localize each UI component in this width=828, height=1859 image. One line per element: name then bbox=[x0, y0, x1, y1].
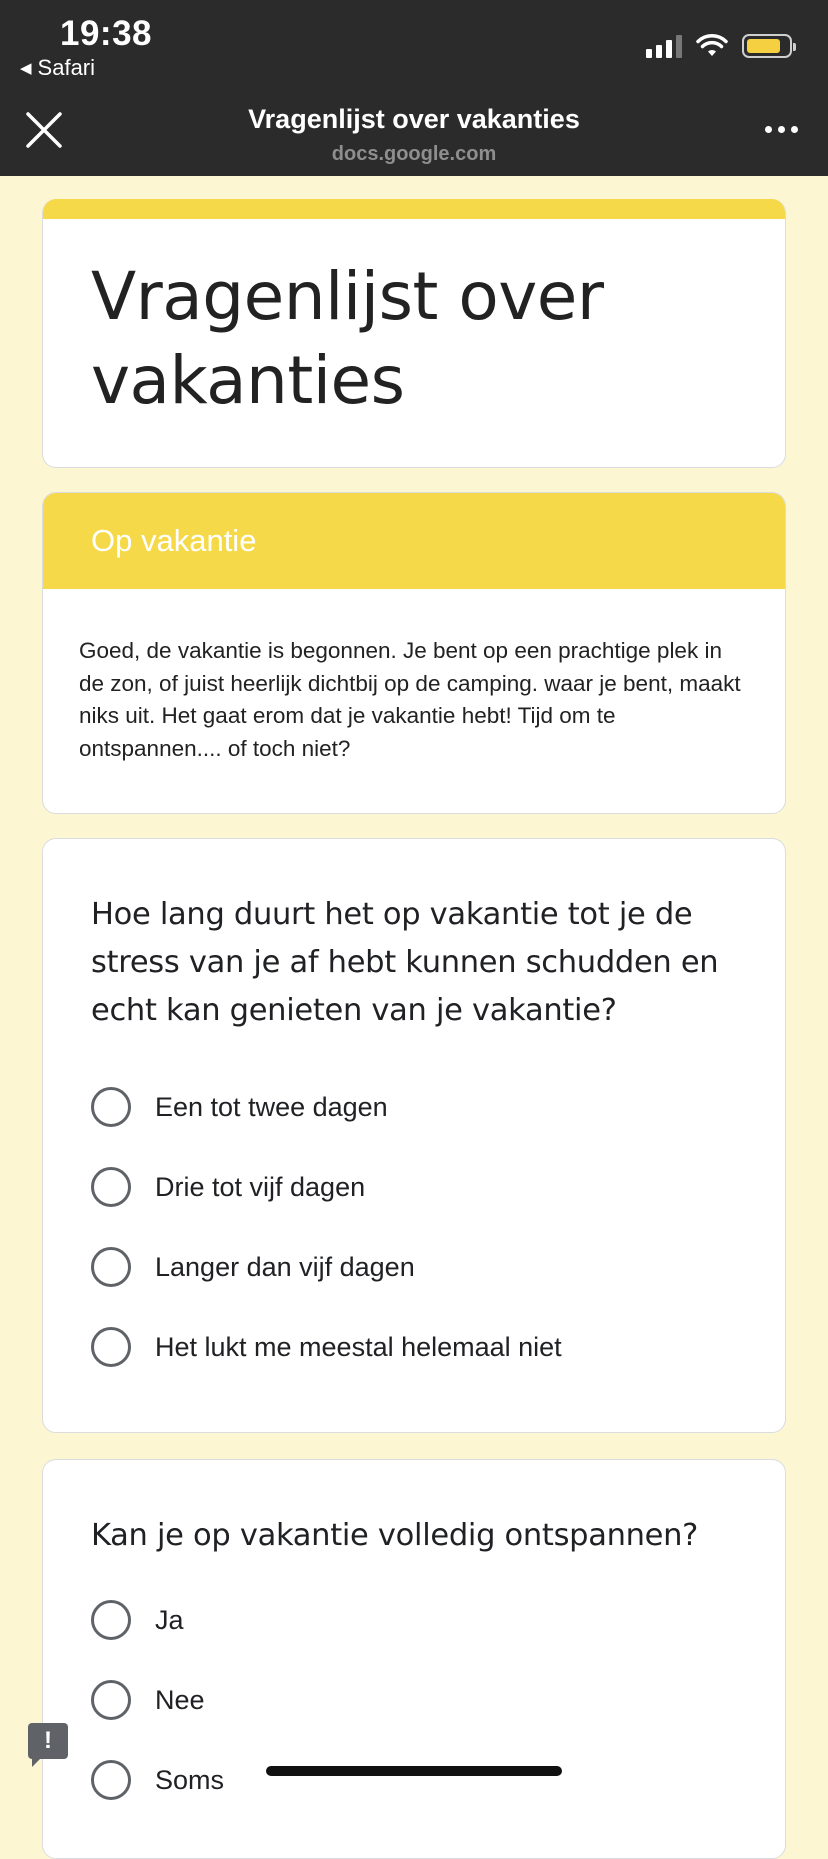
option-label: Drie tot vijf dagen bbox=[155, 1171, 366, 1202]
radio-option[interactable] bbox=[91, 1580, 785, 1660]
feedback-icon[interactable]: ! bbox=[28, 1723, 68, 1759]
back-to-safari-link[interactable] bbox=[20, 55, 95, 81]
browser-page-domain: docs.google.com bbox=[331, 143, 497, 165]
radio-button[interactable] bbox=[91, 1680, 131, 1720]
option-label: Een tot twee dagen bbox=[155, 1091, 388, 1122]
home-indicator[interactable] bbox=[266, 1766, 562, 1776]
radio-option[interactable] bbox=[91, 1227, 785, 1307]
radio-option[interactable] bbox=[91, 1740, 785, 1820]
radio-option[interactable] bbox=[91, 1307, 785, 1387]
status-icons bbox=[646, 34, 792, 58]
question-card-2 bbox=[42, 1459, 786, 1859]
cellular-signal-icon bbox=[646, 34, 682, 58]
question-text: Kan je op vakantie volledig ontspannen? bbox=[91, 1518, 699, 1553]
status-time: 19:38 bbox=[60, 14, 153, 53]
question-card-1 bbox=[42, 838, 786, 1433]
question-text: Hoe lang duurt het op vakantie tot je de stress van je af hebt kunnen schudden en echt kan genieten van je vakantie? bbox=[91, 897, 719, 1028]
form-title: Vragenlijst over vakanties bbox=[91, 258, 604, 419]
radio-option[interactable] bbox=[91, 1067, 785, 1147]
option-label: Soms bbox=[155, 1764, 225, 1795]
option-label: Nee bbox=[155, 1684, 205, 1715]
radio-option[interactable] bbox=[91, 1147, 785, 1227]
section-description: Goed, de vakantie is begonnen. Je bent op een prachtige plek in de zon, of juist heerlijk dichtbij op de camping. waar je bent, maakt niks uit. Het gaat erom dat je vakantie hebt! Tijd om te ontspannen.... of toch niet? bbox=[79, 638, 741, 761]
radio-button[interactable] bbox=[91, 1087, 131, 1127]
radio-button[interactable] bbox=[91, 1247, 131, 1287]
section-card bbox=[42, 492, 786, 814]
wifi-icon bbox=[696, 34, 728, 58]
radio-option[interactable] bbox=[91, 1660, 785, 1740]
radio-group-1 bbox=[91, 1067, 785, 1387]
radio-button[interactable] bbox=[91, 1760, 131, 1800]
option-label: Het lukt me meestal helemaal niet bbox=[155, 1331, 562, 1362]
radio-button[interactable] bbox=[91, 1167, 131, 1207]
form-title-card bbox=[42, 199, 786, 468]
back-triangle-icon: ◀ bbox=[20, 60, 32, 77]
section-title: Op vakantie bbox=[43, 493, 785, 589]
browser-header bbox=[0, 0, 828, 176]
title-accent-bar bbox=[43, 199, 785, 219]
browser-page-title: Vragenlijst over vakanties bbox=[248, 104, 580, 134]
battery-icon bbox=[742, 34, 792, 58]
more-icon[interactable] bbox=[765, 126, 798, 133]
back-app-label: Safari bbox=[37, 55, 96, 80]
radio-button[interactable] bbox=[91, 1327, 131, 1367]
radio-button[interactable] bbox=[91, 1600, 131, 1640]
radio-group-2 bbox=[91, 1580, 785, 1820]
option-label: Langer dan vijf dagen bbox=[155, 1251, 415, 1282]
option-label: Ja bbox=[155, 1604, 184, 1635]
